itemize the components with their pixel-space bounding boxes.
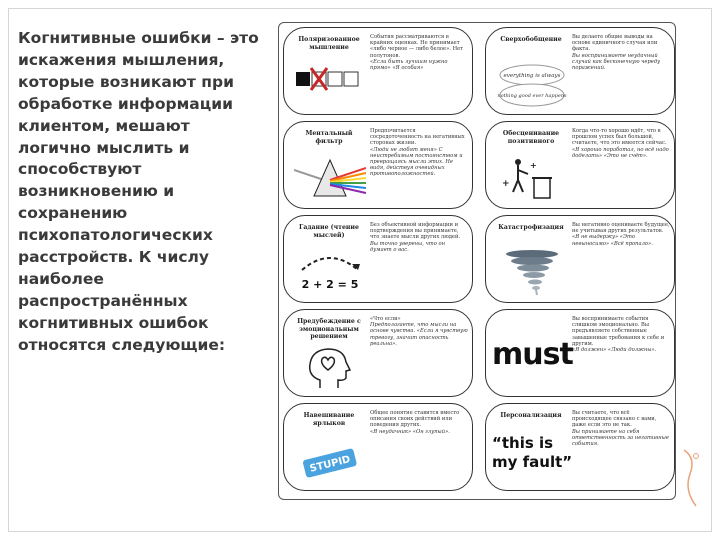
card-title: Обесценивание позитивного [502, 130, 560, 145]
fault-quote: “this is my fault” [492, 434, 573, 471]
card-mind-reading [283, 215, 473, 303]
card-title: Катастрофизация [498, 224, 564, 231]
trash-bin-icon [496, 156, 568, 202]
card-title: Навешивание ярлыков [303, 412, 355, 427]
cognitive-errors-table [278, 22, 676, 500]
svg-text:+: + [502, 179, 510, 189]
card-description: Вы делаете общие выводы на основе единичного случая или факта. Вы воспринимаете неудачный случай как бесконечную череду поражений. [572, 34, 661, 72]
card-labeling [283, 403, 473, 491]
svg-text:+: + [530, 161, 537, 170]
card-title: Предубеждение с эмоциональным решением [297, 318, 361, 341]
card-title: Гадание (чтение мыслей) [299, 224, 359, 239]
card-description: Общее понятие ставится вместо описания своих действий или поведения других. «Я неудачник» «Он глупый». [370, 410, 460, 435]
badge-text: nothing good ever happens [497, 93, 567, 99]
equation-text: 2 + 2 = 5 [301, 278, 359, 291]
card-title: Поляризованное мышление [298, 36, 360, 51]
everything-is-always-icon [496, 62, 568, 108]
card-emotional-reasoning [283, 309, 473, 397]
card-description: Без объективной информации и подтверждения вы принимаете, что знаете мысли других людей. Вы точно уверены, что он думает о вас. [370, 222, 461, 253]
corner-decoration-icon [682, 444, 702, 512]
card-title: Персонализация [500, 412, 562, 419]
card-polarized-thinking [283, 27, 473, 115]
card-title: Сверхобобщение [500, 36, 562, 43]
card-should-statements [485, 309, 675, 397]
card-discounting-positive [485, 121, 675, 209]
card-catastrophizing [485, 215, 675, 303]
card-description: События рассматриваются в крайних оценках. Не принимает «либо черное — либо белое». Нет полутонов. «Если быть лучшим нужно прямо» «Я особая» [370, 34, 464, 72]
prism-icon [294, 156, 366, 202]
card-overgeneralization [485, 27, 675, 115]
card-description: Вы считаете, что всё происходящее связано с вами, даже если это не так. Вы принимаете на себя ответственность за негативные события. [572, 410, 669, 448]
card-description: Предпочитается сосредоточенность на негативных сторонах жизни. «Люди не любят меня» С неистребимым постоянством и превращаясь мысли этих. Не видя, действуя очевидных противоположностей. [370, 128, 465, 178]
tornado-icon [496, 250, 568, 296]
stupid-label-icon [294, 438, 366, 484]
must-word: must [492, 337, 573, 372]
equation-icon [294, 250, 366, 296]
head-heart-icon [294, 344, 366, 390]
card-description: Вы воспринимаете события слишком эмоционально. Вы предъявляете собственные завышенные требования к себе и другим. «Я должен» «Люди должны». [572, 316, 665, 354]
card-title: Ментальный фильтр [305, 130, 353, 145]
card-description: «Что если» Предполагаете, что мысли на основе чувства. «Если я чувствую тревогу, значит опасность реальна». [370, 316, 468, 347]
slide-body-text: Когнитивные ошибки – это искажения мышления, которые возникают при обработке информации клиентом, мешают логично мыслить и способствуют возникновению и сохранению психопатологических расстройств. К числу наиболее распространённых когнитивных ошибок относятся следующие: [18, 29, 259, 354]
badge-text: everything is always [503, 73, 561, 79]
label-text: STUPID [308, 454, 352, 475]
black-white-squares-icon [294, 62, 366, 108]
card-description: Когда что-то хорошо идёт, что в прошлом успех был большой, считаете, что это имеется сейчас. «Я хорошо поработал, но всё надо доделать» «Это не счёт». [572, 128, 669, 159]
card-description: Вы негативно оцениваете будущее, не учитывая других результатов. «Я не выдержу» «Это невыносимо» «Всё пропало». [572, 222, 670, 247]
card-mental-filter [283, 121, 473, 209]
card-personalization [485, 403, 675, 491]
